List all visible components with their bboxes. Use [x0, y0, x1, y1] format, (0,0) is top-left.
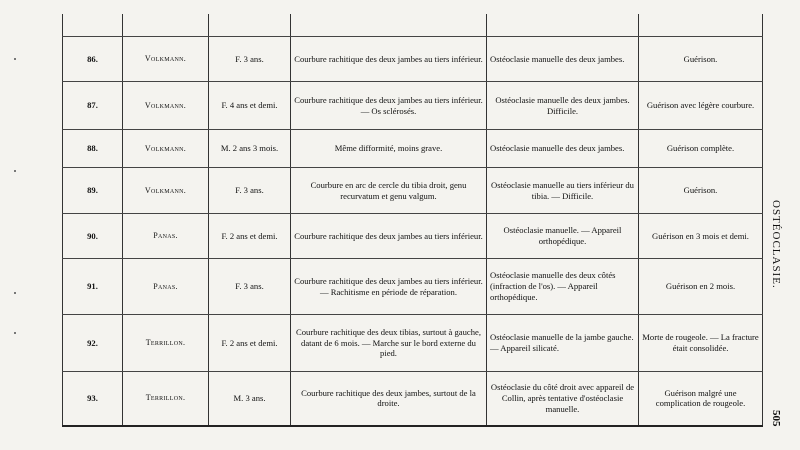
- running-head: OSTÉOCLASIE.: [770, 200, 782, 289]
- sex-age: F. 2 ans et demi.: [209, 315, 291, 372]
- operation: Ostéoclasie du côté droit avec appareil de Collin, après tentative d'ostéoclasie manuelle.: [487, 372, 639, 426]
- page-number: 505: [770, 410, 782, 427]
- author: Volkmann.: [123, 82, 209, 130]
- lesion: Même difformité, moins grave.: [291, 130, 487, 168]
- author: Panas.: [123, 259, 209, 315]
- sex-age: M. 3 ans.: [209, 372, 291, 426]
- operation: Ostéoclasie manuelle. — Appareil orthopédique.: [487, 214, 639, 259]
- author: Terrillon.: [123, 315, 209, 372]
- case-number: 86.: [63, 37, 123, 82]
- table-row: [63, 82, 763, 130]
- result: Morte de rougeole. — La fracture était consolidée.: [639, 315, 763, 372]
- operation: Ostéoclasie manuelle des deux jambes.: [487, 130, 639, 168]
- table-row: [63, 315, 763, 372]
- margin-speck: [14, 332, 16, 334]
- case-table: [62, 14, 763, 427]
- result: Guérison en 2 mois.: [639, 259, 763, 315]
- table-row: [63, 214, 763, 259]
- table-row: [63, 37, 763, 82]
- margin-speck: [14, 170, 16, 172]
- lesion: Courbure rachitique des deux tibias, surtout à gauche, datant de 6 mois. — Marche sur le bord externe du pied.: [291, 315, 487, 372]
- table-top-spacer: [63, 14, 763, 37]
- author: Panas.: [123, 214, 209, 259]
- case-number: 92.: [63, 315, 123, 372]
- operation: Ostéoclasie manuelle des deux côtés (infraction de l'os). — Appareil orthopédique.: [487, 259, 639, 315]
- case-number: 91.: [63, 259, 123, 315]
- author: Volkmann.: [123, 168, 209, 214]
- result: Guérison en 3 mois et demi.: [639, 214, 763, 259]
- result: Guérison avec légère courbure.: [639, 82, 763, 130]
- lesion: Courbure rachitique des deux jambes, surtout de la droite.: [291, 372, 487, 426]
- sex-age: F. 3 ans.: [209, 259, 291, 315]
- operation: Ostéoclasie manuelle au tiers inférieur du tibia. — Difficile.: [487, 168, 639, 214]
- table-row: [63, 259, 763, 315]
- table-row: [63, 168, 763, 214]
- author: Volkmann.: [123, 37, 209, 82]
- case-number: 89.: [63, 168, 123, 214]
- case-number: 90.: [63, 214, 123, 259]
- sex-age: F. 3 ans.: [209, 37, 291, 82]
- margin-speck: [14, 58, 16, 60]
- table-row: [63, 372, 763, 426]
- sex-age: F. 4 ans et demi.: [209, 82, 291, 130]
- result: Guérison.: [639, 168, 763, 214]
- lesion: Courbure rachitique des deux jambes au tiers inférieur. — Os sclérosés.: [291, 82, 487, 130]
- case-number: 88.: [63, 130, 123, 168]
- lesion: Courbure en arc de cercle du tibia droit, genu recurvatum et genu valgum.: [291, 168, 487, 214]
- author: Volkmann.: [123, 130, 209, 168]
- lesion: Courbure rachitique des deux jambes au tiers inférieur.: [291, 37, 487, 82]
- result: Guérison malgré une complication de rougeole.: [639, 372, 763, 426]
- sex-age: F. 3 ans.: [209, 168, 291, 214]
- case-number: 93.: [63, 372, 123, 426]
- margin-speck: [14, 292, 16, 294]
- table-row: [63, 130, 763, 168]
- sex-age: F. 2 ans et demi.: [209, 214, 291, 259]
- lesion: Courbure rachitique des deux jambes au tiers inférieur. — Rachitisme en période de réparation.: [291, 259, 487, 315]
- result: Guérison complète.: [639, 130, 763, 168]
- author: Terrillon.: [123, 372, 209, 426]
- lesion: Courbure rachitique des deux jambes au tiers inférieur.: [291, 214, 487, 259]
- operation: Ostéoclasie manuelle de la jambe gauche. — Appareil silicaté.: [487, 315, 639, 372]
- sex-age: M. 2 ans 3 mois.: [209, 130, 291, 168]
- result: Guérison.: [639, 37, 763, 82]
- case-number: 87.: [63, 82, 123, 130]
- operation: Ostéoclasie manuelle des deux jambes. Difficile.: [487, 82, 639, 130]
- operation: Ostéoclasie manuelle des deux jambes.: [487, 37, 639, 82]
